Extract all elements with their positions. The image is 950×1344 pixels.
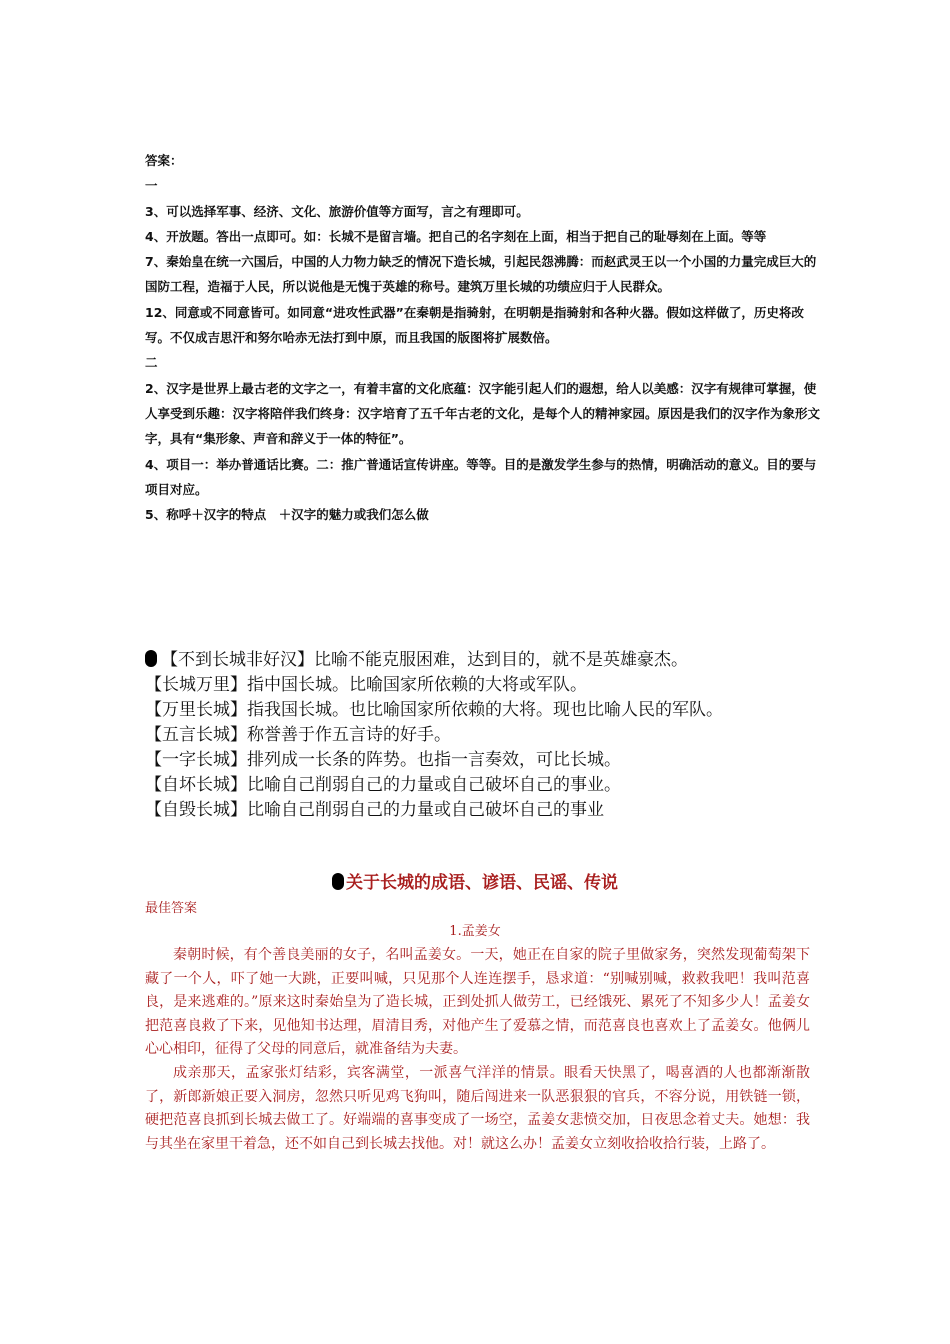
story-paragraph: 秦朝时候，有个善良美丽的女子，名叫孟姜女。一天，她正在自家的院子里做家务，突然发现葡萄架下藏了一个人，吓了她一大跳，正要叫喊，只见那个人连连摆手，恳求道：“别喊别喊，救救我吧！我叫范喜良，是来逃难的。”原来这时秦始皇为了造长城，正到处抓人做劳工，已经饿死、累死了不知多少人！孟姜女把范喜良救了下来，见他知书达理，眉清目秀，对他产生了爱慕之情，而范喜良也喜欢上了孟姜女。他俩儿心心相印，征得了父母的同意后，就准备结为夫妻。 [145, 947, 810, 1058]
part-marker-2: 二 [145, 355, 158, 371]
bullet-icon [145, 650, 157, 667]
answer-item: 12、同意或不同意皆可。如同意“进攻性武器”在秦朝是指骑射，在明朝是指骑射和各种火器。假如这样做了，历史将改写。不仅成吉思汗和努尔哈赤无法打到中原，而且我国的版图将扩展数倍。 [145, 304, 804, 346]
answer-item: 3、可以选择军事、经济、文化、旅游价值等方面写，言之有理即可。 [145, 203, 529, 219]
answer-item: 5、称呼＋汉字的特点 ＋汉字的魅力或我们怎么做 [145, 507, 429, 523]
idiom-text: 【不到长城非好汉】比喻不能克服困难，达到目的，就不是英雄豪杰。 [161, 650, 688, 670]
answer-item: 4、开放题。答出一点即可。如：长城不是留言墙。把自己的名字刻在上面，相当于把自己的耻辱刻在上面。等等 [145, 228, 767, 244]
story-body [145, 944, 810, 1156]
answer-item: 4、项目一：举办普通话比赛。二：推广普通话宣传讲座。等等。目的是激发学生参与的热情，明确活动的意义。目的要与项目对应。 [145, 456, 817, 497]
idiom-item: 【一字长城】排列成一长条的阵势。也指一言奏效，可比长城。 [145, 750, 621, 770]
best-answer-label: 最佳答案 [145, 901, 198, 916]
idiom-item: 【万里长城】指我国长城。也比喻国家所依赖的大将。现也比喻人民的军队。 [145, 700, 723, 720]
idiom-item [145, 648, 845, 673]
idiom-list [145, 648, 845, 823]
section-heading [0, 870, 950, 896]
idiom-item: 【自坏长城】比喻自己削弱自己的力量或自己破坏自己的事业。 [145, 775, 621, 795]
idiom-item: 【自毁长城】比喻自己削弱自己的力量或自己破坏自己的事业 [145, 800, 604, 820]
answer-heading: 答案： [145, 153, 183, 168]
story-title: 1.孟姜女 [449, 924, 501, 939]
part-marker-1: 一 [145, 178, 158, 194]
bullet-icon [332, 873, 344, 890]
section-heading-text: 关于长城的成语、谚语、民谣、传说 [346, 873, 618, 893]
idiom-item: 【长城万里】指中国长城。比喻国家所依赖的大将或军队。 [145, 675, 587, 695]
answer-section [145, 148, 820, 527]
answer-item: 7、秦始皇在统一六国后，中国的人力物力缺乏的情况下造长城，引起民怨沸腾：而赵武灵王以一个小国的力量完成巨大的国防工程，造福于人民，所以说他是无愧于英雄的称号。建筑万里长城的功绩应归于人民群众。 [145, 254, 817, 295]
story-paragraph: 成亲那天，孟家张灯结彩，宾客满堂，一派喜气洋洋的情景。眼看天快黑了，喝喜酒的人也都渐渐散了，新郎新娘正要入洞房，忽然只听见鸡飞狗叫，随后闯进来一队恶狠狠的官兵，不容分说，用铁链一锁，硬把范喜良抓到长城去做工了。好端端的喜事变成了一场空，孟姜女悲愤交加，日夜思念着丈夫。她想：我与其坐在家里干着急，还不如自己到长城去找他。对！就这么办！孟姜女立刻收拾收拾行装，上路了。 [145, 1064, 810, 1152]
answer-item: 2、汉字是世界上最古老的文字之一，有着丰富的文化底蕴：汉字能引起人们的遐想，给人以美感：汉字有规律可掌握，使人享受到乐趣：汉字将陪伴我们终身：汉字培育了五千年古老的文化，是每个人的精神家园。原因是我们的汉字作为象形文字，具有“集形象、声音和辞义于一体的特征”。 [145, 380, 821, 447]
idiom-item: 【五言长城】称誉善于作五言诗的好手。 [145, 725, 451, 745]
